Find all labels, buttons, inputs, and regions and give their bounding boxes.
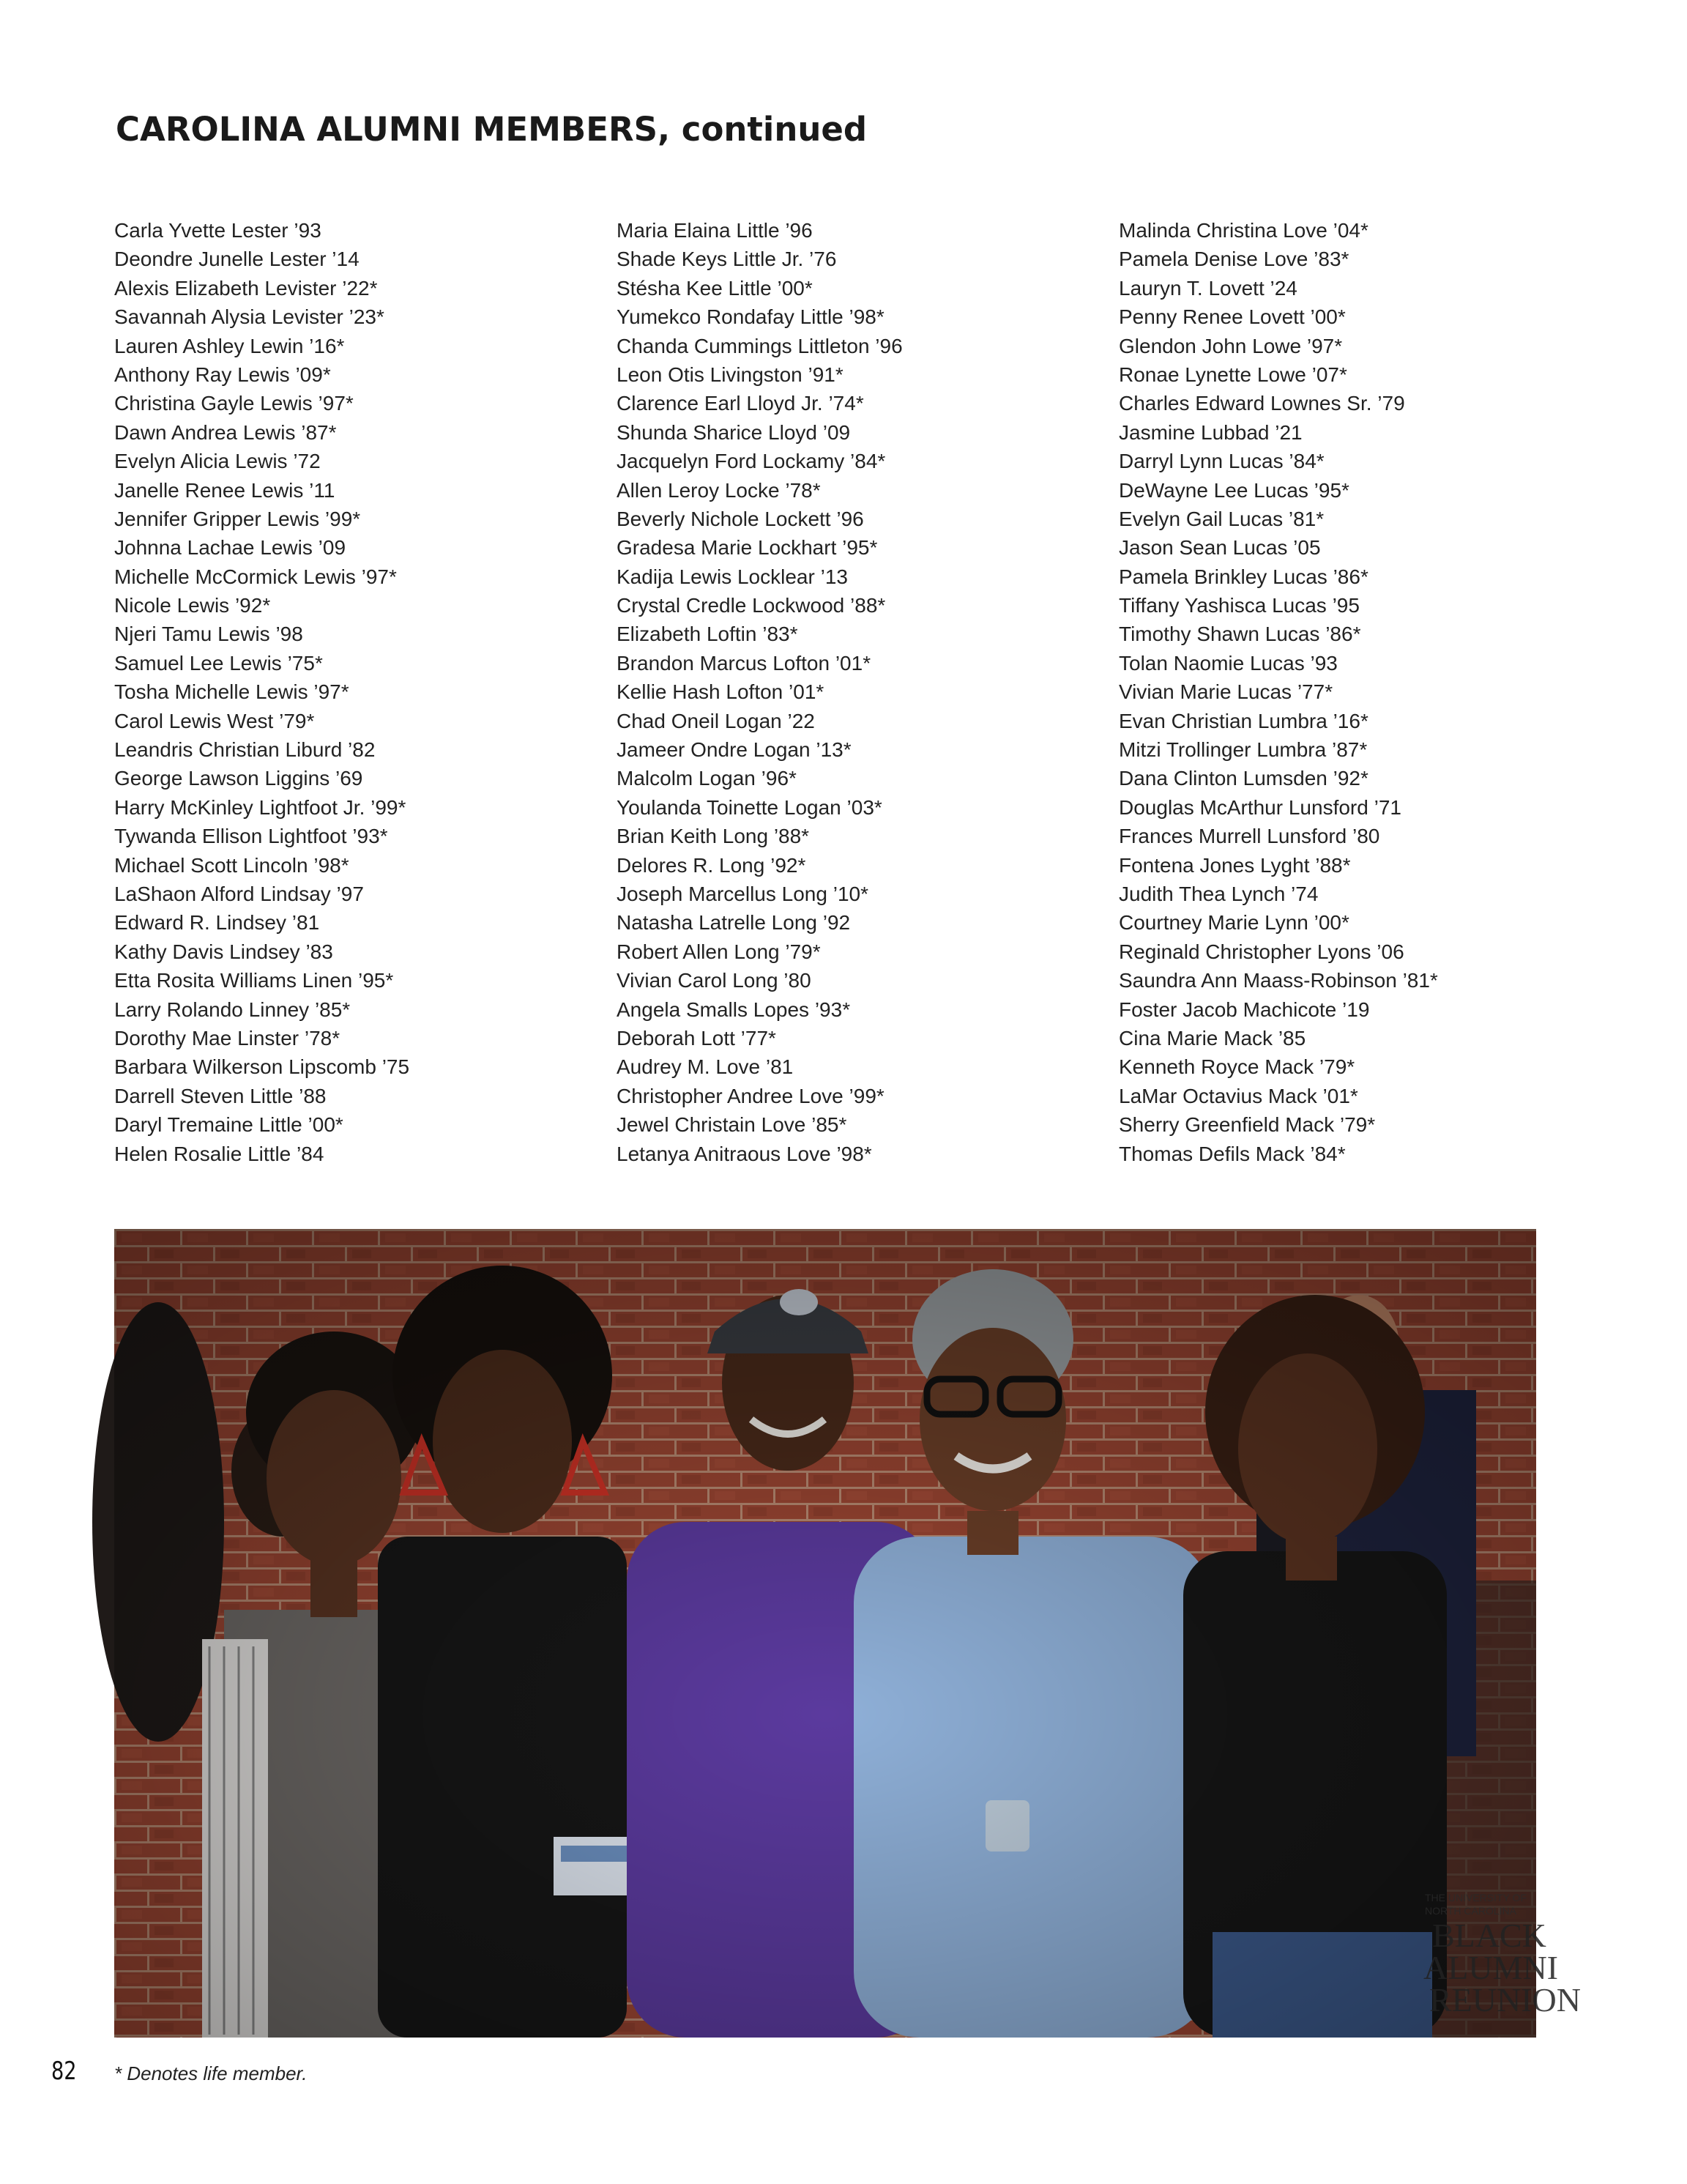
member-list-column-1	[114, 216, 409, 1168]
member-list-column-2	[617, 216, 903, 1168]
member-name: Frances Murrell Lunsford ’80	[1119, 825, 1380, 848]
member-name: Courtney Marie Lynn ’00*	[1119, 911, 1349, 935]
member-name: Savannah Alysia Levister ’23*	[114, 305, 384, 329]
member-name: Glendon John Lowe ’97*	[1119, 334, 1343, 357]
member-name: Beverly Nichole Lockett ’96	[617, 507, 864, 530]
member-name: Jameer Ondre Logan ’13*	[617, 738, 852, 762]
member-name: Kathy Davis Lindsey ’83	[114, 940, 333, 963]
member-name: Letanya Anitraous Love ’98*	[617, 1142, 872, 1165]
member-name: Tiffany Yashisca Lucas ’95	[1119, 594, 1360, 617]
member-name: Evan Christian Lumbra ’16*	[1119, 709, 1368, 732]
life-member-footnote: * Denotes life member.	[114, 2062, 308, 2084]
member-name: Jewel Christain Love ’85*	[617, 1113, 847, 1137]
member-name: Lauryn T. Lovett ’24	[1119, 276, 1297, 300]
member-name: Brandon Marcus Lofton ’01*	[617, 651, 871, 675]
svg-text:BLACK: BLACK	[1432, 1917, 1546, 1954]
member-name: Michael Scott Lincoln ’98*	[114, 853, 349, 877]
member-name: Pamela Brinkley Lucas ’86*	[1119, 565, 1368, 588]
member-name: Cina Marie Mack ’85	[1119, 1026, 1306, 1050]
member-name: Angela Smalls Lopes ’93*	[617, 998, 851, 1021]
member-name: Clarence Earl Lloyd Jr. ’74*	[617, 392, 864, 415]
member-name: Fontena Jones Lyght ’88*	[1119, 853, 1351, 877]
member-name: Timothy Shawn Lucas ’86*	[1119, 623, 1361, 646]
alumni-reunion-photo	[114, 1229, 1581, 2038]
member-name: Leandris Christian Liburd ’82	[114, 738, 376, 762]
member-name: Saundra Ann Maass-Robinson ’81*	[1119, 969, 1438, 992]
member-name: Crystal Credle Lockwood ’88*	[617, 594, 886, 617]
member-name: Joseph Marcellus Long ’10*	[617, 882, 868, 905]
member-name: Gradesa Marie Lockhart ’95*	[617, 536, 878, 560]
member-name: Deondre Junelle Lester ’14	[114, 248, 360, 271]
member-name: Kenneth Royce Mack ’79*	[1119, 1055, 1355, 1079]
member-name: Reginald Christopher Lyons ’06	[1119, 940, 1404, 963]
member-name: Janelle Renee Lewis ’11	[114, 478, 335, 502]
member-name: Pamela Denise Love ’83*	[1119, 248, 1349, 271]
member-name: Barbara Wilkerson Lipscomb ’75	[114, 1055, 410, 1079]
member-name: Shunda Sharice Lloyd ’09	[617, 420, 851, 444]
member-name: Christina Gayle Lewis ’97*	[114, 392, 354, 415]
svg-text:THE UNIVERSITY OF: THE UNIVERSITY OF	[1425, 1892, 1527, 1903]
member-name: Mitzi Trollinger Lumbra ’87*	[1119, 738, 1368, 762]
member-name: Malinda Christina Love ’04*	[1119, 219, 1368, 242]
member-name: Njeri Tamu Lewis ’98	[114, 623, 303, 646]
member-name: LaShaon Alford Lindsay ’97	[114, 882, 364, 905]
member-name: Evelyn Alicia Lewis ’72	[114, 450, 321, 473]
black-alumni-reunion-watermark	[1423, 1892, 1581, 2018]
member-name: Allen Leroy Locke ’78*	[617, 478, 821, 502]
member-name: Foster Jacob Machicote ’19	[1119, 998, 1370, 1021]
page-title: CAROLINA ALUMNI MEMBERS, continued	[116, 110, 868, 149]
member-name: Penny Renee Lovett ’00*	[1119, 305, 1346, 329]
member-name: Jennifer Gripper Lewis ’99*	[114, 507, 361, 530]
member-name: Michelle McCormick Lewis ’97*	[114, 565, 397, 588]
svg-text:NORTH CAROLINA: NORTH CAROLINA	[1425, 1905, 1516, 1917]
member-name: Darrell Steven Little ’88	[114, 1084, 327, 1107]
member-name: Robert Allen Long ’79*	[617, 940, 821, 963]
member-name: Douglas McArthur Lunsford ’71	[1119, 795, 1401, 819]
member-name: Youlanda Toinette Logan ’03*	[617, 795, 882, 819]
member-name: Audrey M. Love ’81	[617, 1055, 794, 1079]
member-name: DeWayne Lee Lucas ’95*	[1119, 478, 1349, 502]
member-name: Edward R. Lindsey ’81	[114, 911, 320, 935]
member-name: Thomas Defils Mack ’84*	[1119, 1142, 1346, 1165]
member-name: Dorothy Mae Linster ’78*	[114, 1026, 340, 1050]
member-name: Sherry Greenfield Mack ’79*	[1119, 1113, 1376, 1137]
member-name: Carla Yvette Lester ’93	[114, 219, 321, 242]
member-name: Dana Clinton Lumsden ’92*	[1119, 767, 1368, 790]
member-name: Chad Oneil Logan ’22	[617, 709, 815, 732]
member-name: Tolan Naomie Lucas ’93	[1119, 651, 1338, 675]
member-name: Tywanda Ellison Lightfoot ’93*	[114, 825, 388, 848]
member-name: Tosha Michelle Lewis ’97*	[114, 680, 349, 704]
member-name: Kadija Lewis Locklear ’13	[617, 565, 848, 588]
member-name: Jacquelyn Ford Lockamy ’84*	[617, 450, 886, 473]
member-name: Helen Rosalie Little ’84	[114, 1142, 324, 1165]
member-name: Harry McKinley Lightfoot Jr. ’99*	[114, 795, 406, 819]
member-name: Evelyn Gail Lucas ’81*	[1119, 507, 1325, 530]
page-number: 82	[51, 2057, 77, 2086]
member-name: Anthony Ray Lewis ’09*	[114, 363, 331, 386]
member-name: Jason Sean Lucas ’05	[1119, 536, 1321, 560]
member-name: Vivian Carol Long ’80	[617, 969, 811, 992]
member-name: Deborah Lott ’77*	[617, 1026, 776, 1050]
member-name: Nicole Lewis ’92*	[114, 594, 271, 617]
member-list-column-3	[1119, 216, 1438, 1168]
member-name: Dawn Andrea Lewis ’87*	[114, 420, 337, 444]
member-name: Lauren Ashley Lewin ’16*	[114, 334, 345, 357]
member-name: Christopher Andree Love ’99*	[617, 1084, 885, 1107]
member-name: Darryl Lynn Lucas ’84*	[1119, 450, 1325, 473]
member-name: Samuel Lee Lewis ’75*	[114, 651, 323, 675]
member-name: Larry Rolando Linney ’85*	[114, 998, 351, 1021]
member-name: Malcolm Logan ’96*	[617, 767, 797, 790]
member-name: LaMar Octavius Mack ’01*	[1119, 1084, 1358, 1107]
member-name: Elizabeth Loftin ’83*	[617, 623, 798, 646]
member-name: Alexis Elizabeth Levister ’22*	[114, 276, 378, 300]
member-name: Jasmine Lubbad ’21	[1119, 420, 1303, 444]
member-name: Maria Elaina Little ’96	[617, 219, 813, 242]
svg-text:ALUMNI: ALUMNI	[1423, 1949, 1558, 1986]
member-name: Chanda Cummings Littleton ’96	[617, 334, 903, 357]
member-name: Carol Lewis West ’79*	[114, 709, 315, 732]
member-name: Delores R. Long ’92*	[617, 853, 806, 877]
member-name: Yumekco Rondafay Little ’98*	[617, 305, 885, 329]
member-name: Johnna Lachae Lewis ’09	[114, 536, 346, 560]
member-name: Ronae Lynette Lowe ’07*	[1119, 363, 1347, 386]
member-name: Leon Otis Livingston ’91*	[617, 363, 844, 386]
member-name: George Lawson Liggins ’69	[114, 767, 363, 790]
member-name: Etta Rosita Williams Linen ’95*	[114, 969, 394, 992]
member-name: Natasha Latrelle Long ’92	[617, 911, 851, 935]
member-name: Daryl Tremaine Little ’00*	[114, 1113, 343, 1137]
member-name: Shade Keys Little Jr. ’76	[617, 248, 837, 271]
member-name: Judith Thea Lynch ’74	[1119, 882, 1319, 905]
member-name: Stésha Kee Little ’00*	[617, 276, 813, 300]
member-name: Kellie Hash Lofton ’01*	[617, 680, 824, 704]
member-name: Charles Edward Lownes Sr. ’79	[1119, 392, 1405, 415]
member-name: Brian Keith Long ’88*	[617, 825, 810, 848]
member-name: Vivian Marie Lucas ’77*	[1119, 680, 1333, 704]
svg-text:REUNION: REUNION	[1429, 1981, 1581, 2018]
